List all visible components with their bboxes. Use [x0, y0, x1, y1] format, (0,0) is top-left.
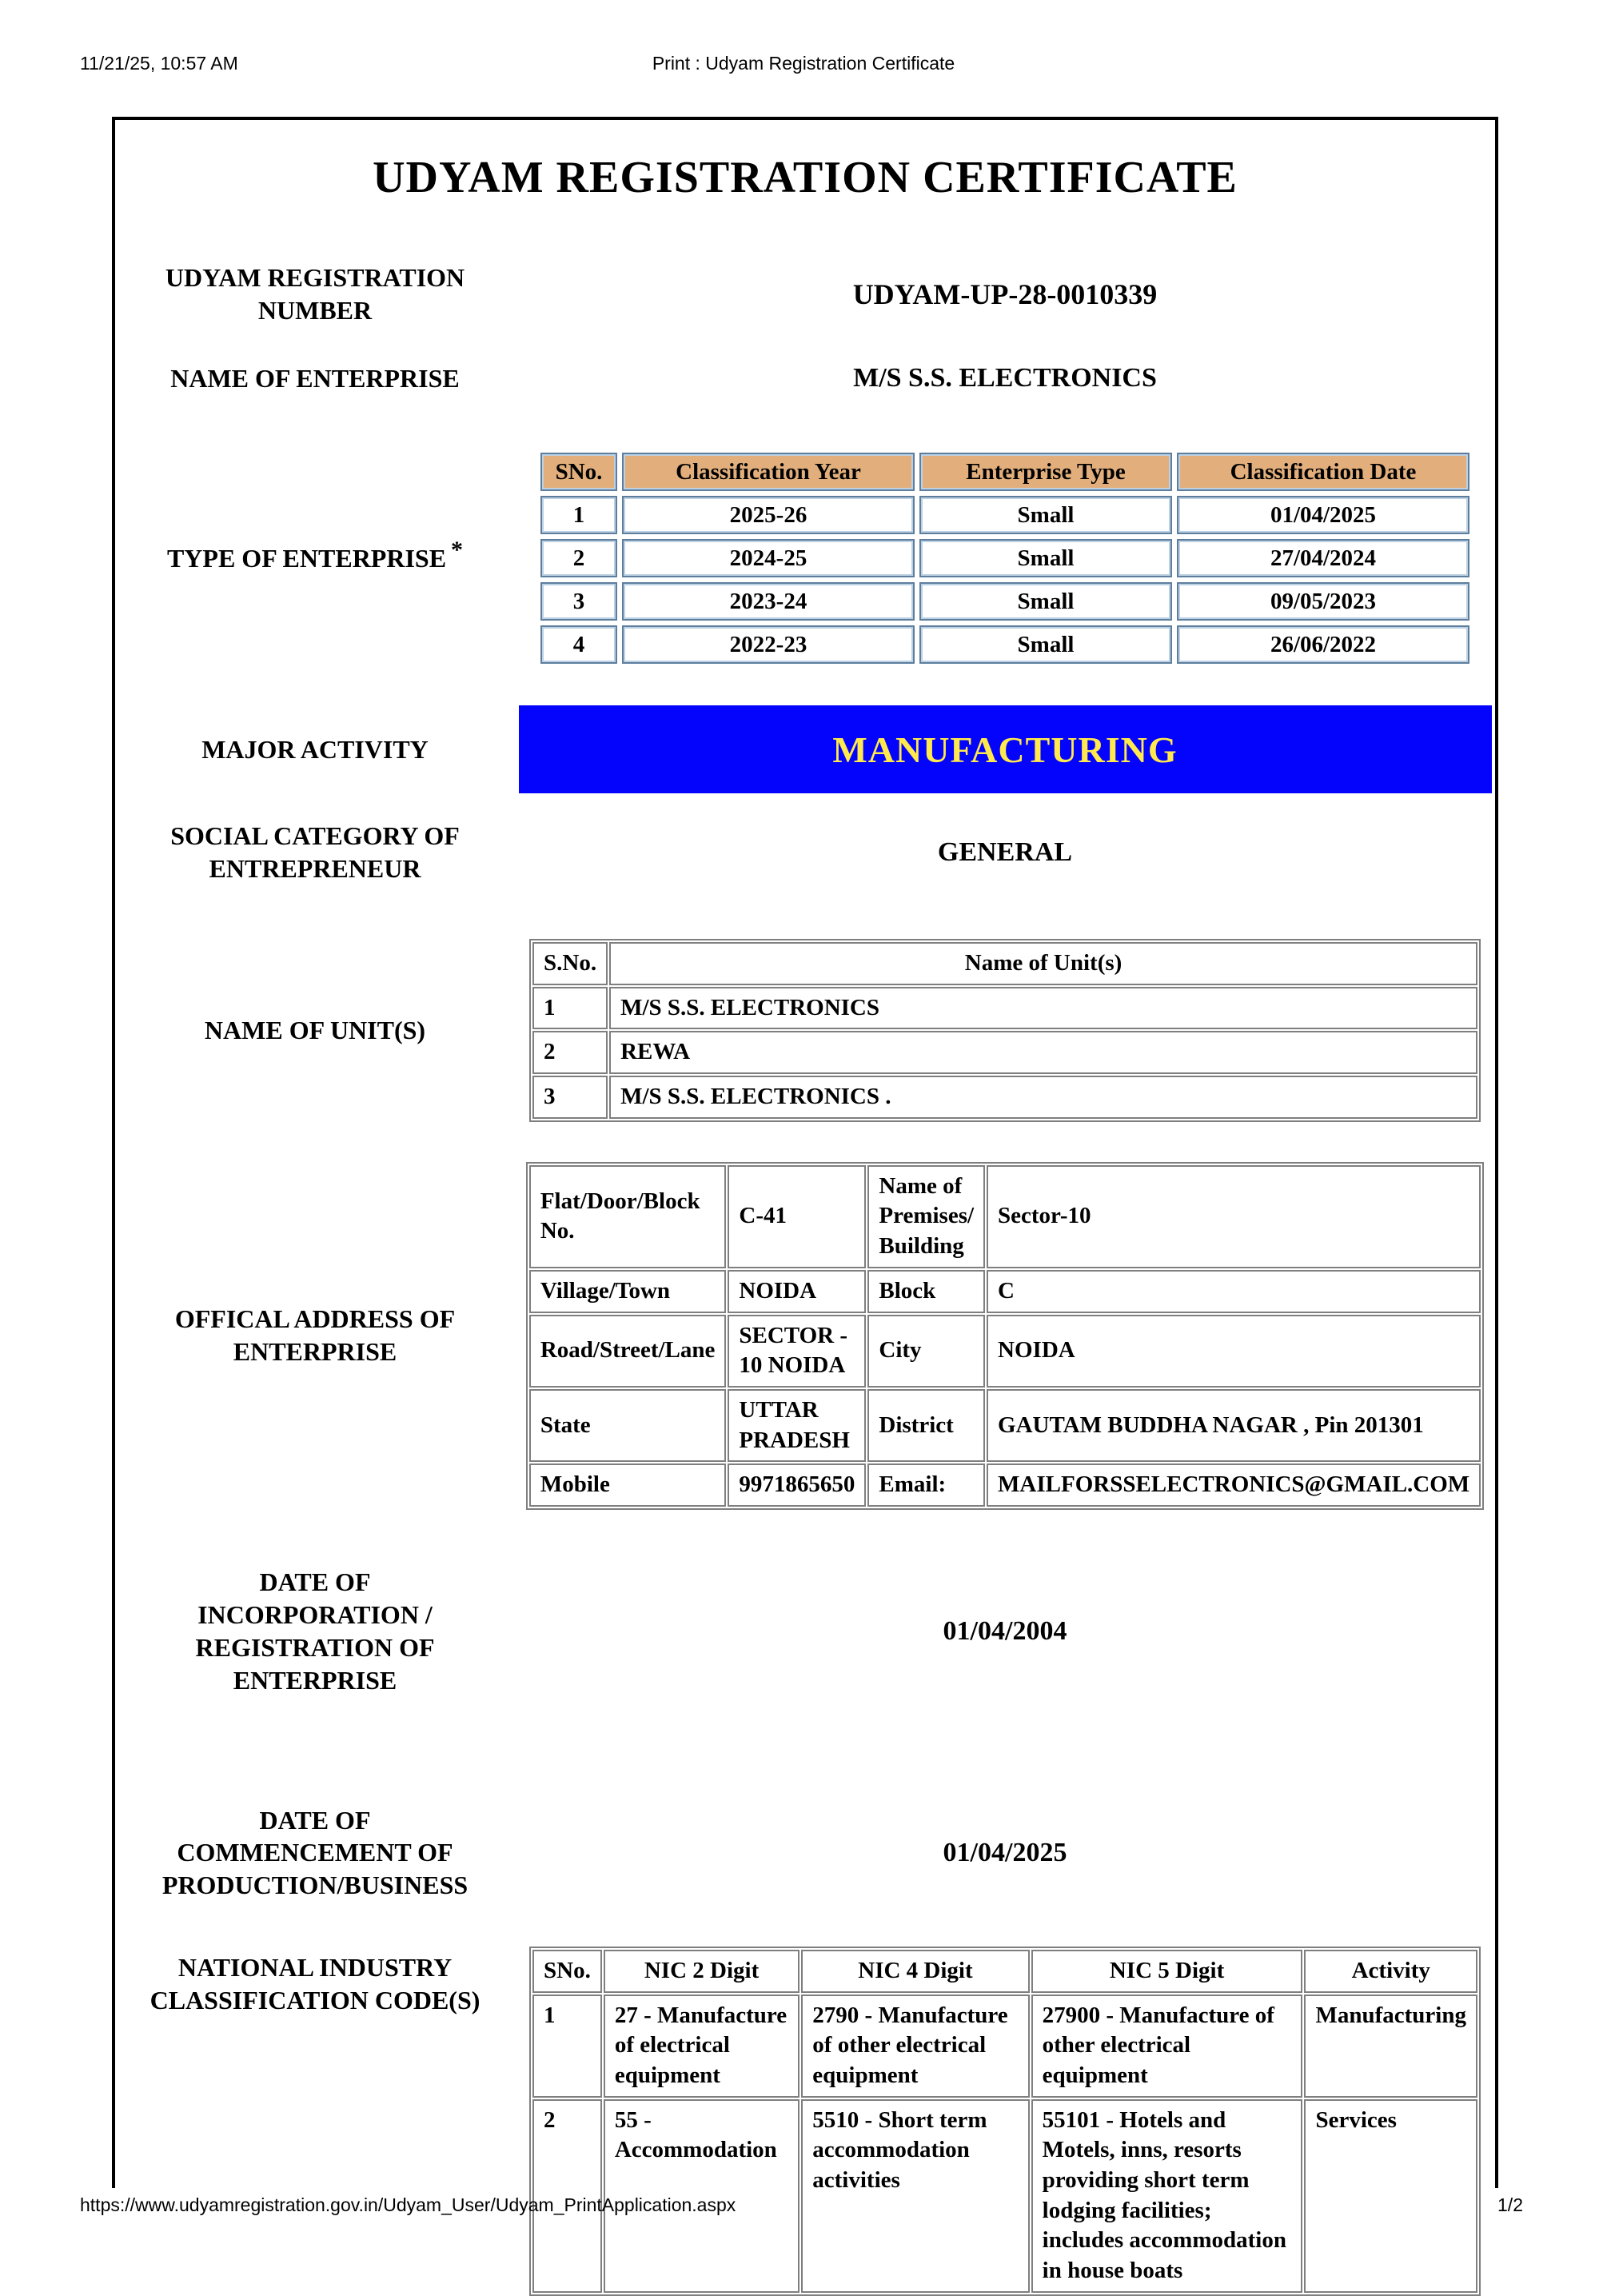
classification-table-header [540, 453, 1469, 491]
col-header-nic5: NIC 5 Digit [1031, 1950, 1303, 1993]
col-header-activity: Activity [1304, 1950, 1477, 1993]
major-activity-value-wrap [515, 705, 1495, 793]
nic-row-2: 2 55 - Accommodation 5510 - Short term accommodation activities 55101 - Hotels and Motels, inns, resorts providing short term lodging facilities; includes accommodation in house boats Services [532, 2099, 1477, 2293]
type-of-enterprise-row [115, 448, 1495, 669]
unit-row: 3 M/S S.S. ELECTRONICS . [532, 1076, 1477, 1119]
classification-table [536, 448, 1474, 669]
units-label: NAME OF UNIT(S) [204, 1015, 426, 1044]
units-table-wrap [515, 939, 1495, 1122]
enterprise-name-value: M/S S.S. ELECTRONICS [853, 363, 1157, 393]
commencement-date-label: DATE OF COMMENCEMENT OF PRODUCTION/BUSINESS [161, 1805, 469, 1900]
nic-label: NATIONAL INDUSTRY CLASSIFICATION CODE(S) [150, 1952, 481, 2014]
classification-row: 2 2024-25 Small 27/04/2024 [540, 539, 1469, 577]
social-category-row [115, 811, 1495, 894]
col-header-unit-name: Name of Unit(s) [609, 942, 1477, 985]
type-of-enterprise-table-wrap [515, 448, 1495, 669]
col-header-type: Enterprise Type [919, 453, 1172, 491]
address-row-village: Village/Town NOIDA Block C [529, 1270, 1481, 1313]
major-activity-row [115, 705, 1495, 793]
address-row-state: State UTTAR PRADESH District GAUTAM BUDDHA NAGAR , Pin 201301 [529, 1389, 1481, 1462]
units-table-header [532, 942, 1477, 985]
certificate-title: UDYAM REGISTRATION CERTIFICATE [373, 153, 1238, 202]
major-activity-banner: MANUFACTURING [519, 705, 1492, 793]
col-header-year: Classification Year [622, 453, 915, 491]
address-row-mobile: Mobile 9971865650 Email: MAILFORSSELECTRONICS@GMAIL.COM [529, 1463, 1481, 1507]
incorporation-date-row [115, 1561, 1495, 1702]
col-header-sno: SNo. [540, 453, 617, 491]
address-table-wrap [515, 1162, 1495, 1510]
social-category-label: SOCIAL CATEGORY OF ENTREPRENEUR [170, 821, 460, 883]
nic-table-wrap [515, 1947, 1495, 2296]
col-header-sno: SNo. [532, 1950, 602, 1993]
col-header-sno: S.No. [532, 942, 608, 985]
address-table [526, 1162, 1484, 1510]
unit-row: 2 REWA [532, 1031, 1477, 1074]
type-of-enterprise-label: TYPE OF ENTERPRISE * [166, 536, 464, 573]
col-header-nic2: NIC 2 Digit [604, 1950, 800, 1993]
incorporation-date-value: 01/04/2004 [943, 1615, 1067, 1646]
address-row-flat: Flat/Door/Block No. C-41 Name of Premises/ Building Sector-10 [529, 1165, 1481, 1268]
unit-row: 1 M/S S.S. ELECTRONICS [532, 987, 1477, 1030]
nic-table [529, 1947, 1481, 2296]
nic-row [115, 1947, 1495, 2296]
print-header [0, 53, 1607, 74]
footer-page-number: 1/2 [1497, 2194, 1523, 2215]
footer-url: https://www.udyamregistration.gov.in/Udyam_User/Udyam_PrintApplication.aspx [80, 2194, 736, 2215]
print-title: Print : Udyam Registration Certificate [652, 53, 955, 74]
incorporation-date-label: DATE OF INCORPORATION / REGISTRATION OF ENTERPRISE [195, 1567, 435, 1695]
units-row [115, 939, 1495, 1122]
classification-row: 4 2022-23 Small 26/06/2022 [540, 625, 1469, 664]
registration-number-value: UDYAM-UP-28-0010339 [852, 278, 1158, 310]
social-category-value: GENERAL [937, 837, 1073, 867]
commencement-date-row [115, 1795, 1495, 1911]
enterprise-name-row [115, 353, 1495, 403]
asterisk-marker: * [451, 536, 464, 563]
col-header-date: Classification Date [1177, 453, 1469, 491]
commencement-date-value: 01/04/2025 [943, 1837, 1067, 1867]
nic-table-header [532, 1950, 1477, 1993]
units-table [529, 939, 1481, 1122]
address-row [115, 1162, 1495, 1510]
registration-number-row [115, 254, 1495, 334]
classification-row: 1 2025-26 Small 01/04/2025 [540, 496, 1469, 534]
col-header-nic4: NIC 4 Digit [801, 1950, 1029, 1993]
major-activity-label: MAJOR ACTIVITY [201, 734, 429, 764]
nic-row-1: 1 27 - Manufacture of electrical equipment 2790 - Manufacture of other electrical equipment 27900 - Manufacture of other electrical equipment Manufacturing [532, 1995, 1477, 2098]
registration-number-label: UDYAM REGISTRATION NUMBER [165, 263, 465, 325]
address-row-road: Road/Street/Lane SECTOR - 10 NOIDA City NOIDA [529, 1315, 1481, 1388]
enterprise-name-label: NAME OF ENTERPRISE [170, 363, 460, 393]
address-label: OFFICAL ADDRESS OF ENTERPRISE [174, 1304, 456, 1367]
print-datetime: 11/21/25, 10:57 AM [80, 53, 238, 74]
classification-row: 3 2023-24 Small 09/05/2023 [540, 582, 1469, 621]
